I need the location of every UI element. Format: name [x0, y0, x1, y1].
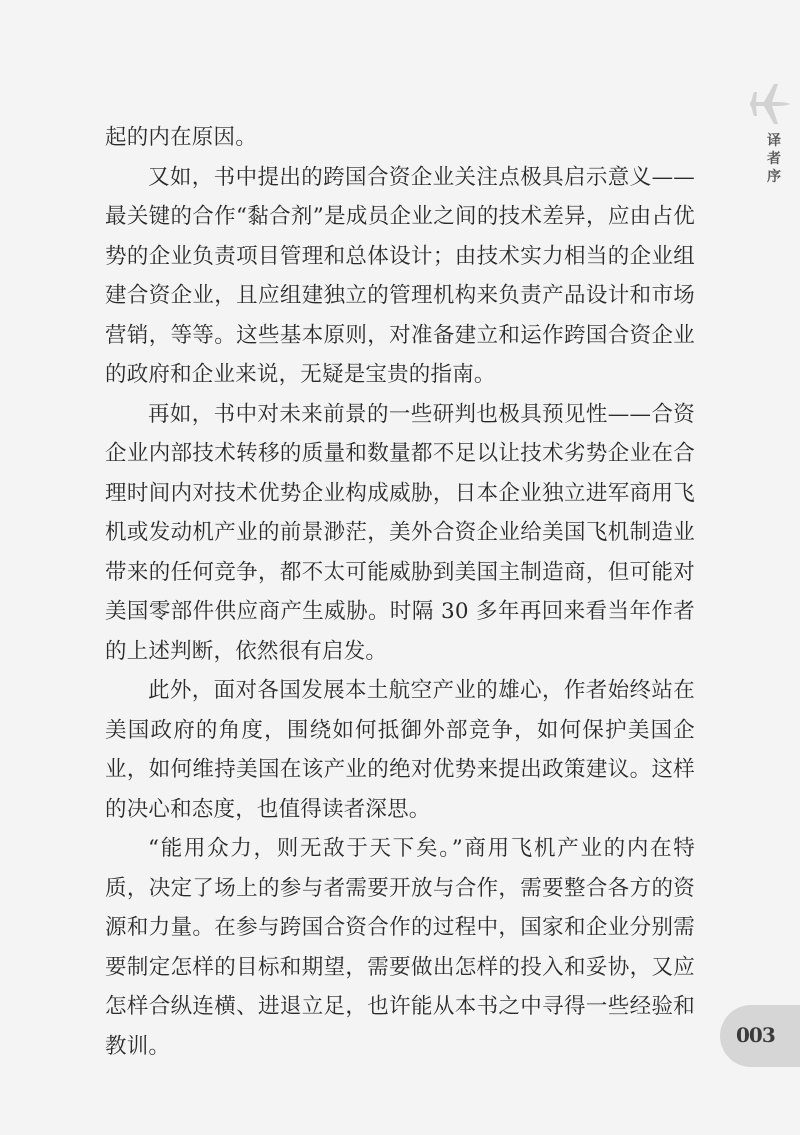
- paragraph-5: “能用众力，则无敌于天下矣。”商用飞机产业的内在特质，决定了场上的参与者需要开放与合作，需要整合各方的资源和力量。在参与跨国合资合作的过程中，国家和企业分别需要制定怎样的目标和期望，需要做出怎样的投入和妥协，又应怎样合纵连横、进退立足，也许能从本书之中寻得一些经验和教训。: [105, 836, 695, 1059]
- page-number: 003: [736, 1023, 775, 1047]
- page-body: [105, 118, 695, 1066]
- paragraph-2: 又如，书中提出的跨国合资企业关注点极具启示意义——最关键的合作“黏合剂”是成员企业之间的技术差异，应由占优势的企业负责项目管理和总体设计；由技术实力相当的企业组建合资企业，且应组建独立的管理机构来负责产品设计和市场营销，等等。这些基本原则，对准备建立和运作跨国合资企业的政府和企业来说，无疑是宝贵的指南。: [105, 164, 695, 387]
- page-number-tab: [720, 1005, 800, 1067]
- paragraph-4: 此外，面对各国发展本土航空产业的雄心，作者始终站在美国政府的角度，围绕如何抵御外部竞争，如何保护美国企业，如何维持美国在该产业的绝对优势来提出政策建议。这样的决心和态度，也值得读者深思。: [105, 678, 695, 822]
- section-tab: [742, 80, 800, 220]
- section-label: 译者序: [767, 133, 781, 185]
- paragraph-1: 起的内在原因。: [105, 125, 257, 150]
- paragraph-3: 再如，书中对未来前景的一些研判也极具预见性——合资企业内部技术转移的质量和数量都不足以让技术劣势企业在合理时间内对技术优势企业构成威胁，日本企业独立进军商用飞机或发动机产业的前景渺茫，美外合资企业给美国飞机制造业带来的任何竞争，都不太可能威胁到美国主制造商，但可能对美国零部件供应商产生威胁。时隔 30 多年再回来看当年作者的上述判断，依然很有启发。: [105, 401, 695, 664]
- airplane-icon: [746, 80, 794, 128]
